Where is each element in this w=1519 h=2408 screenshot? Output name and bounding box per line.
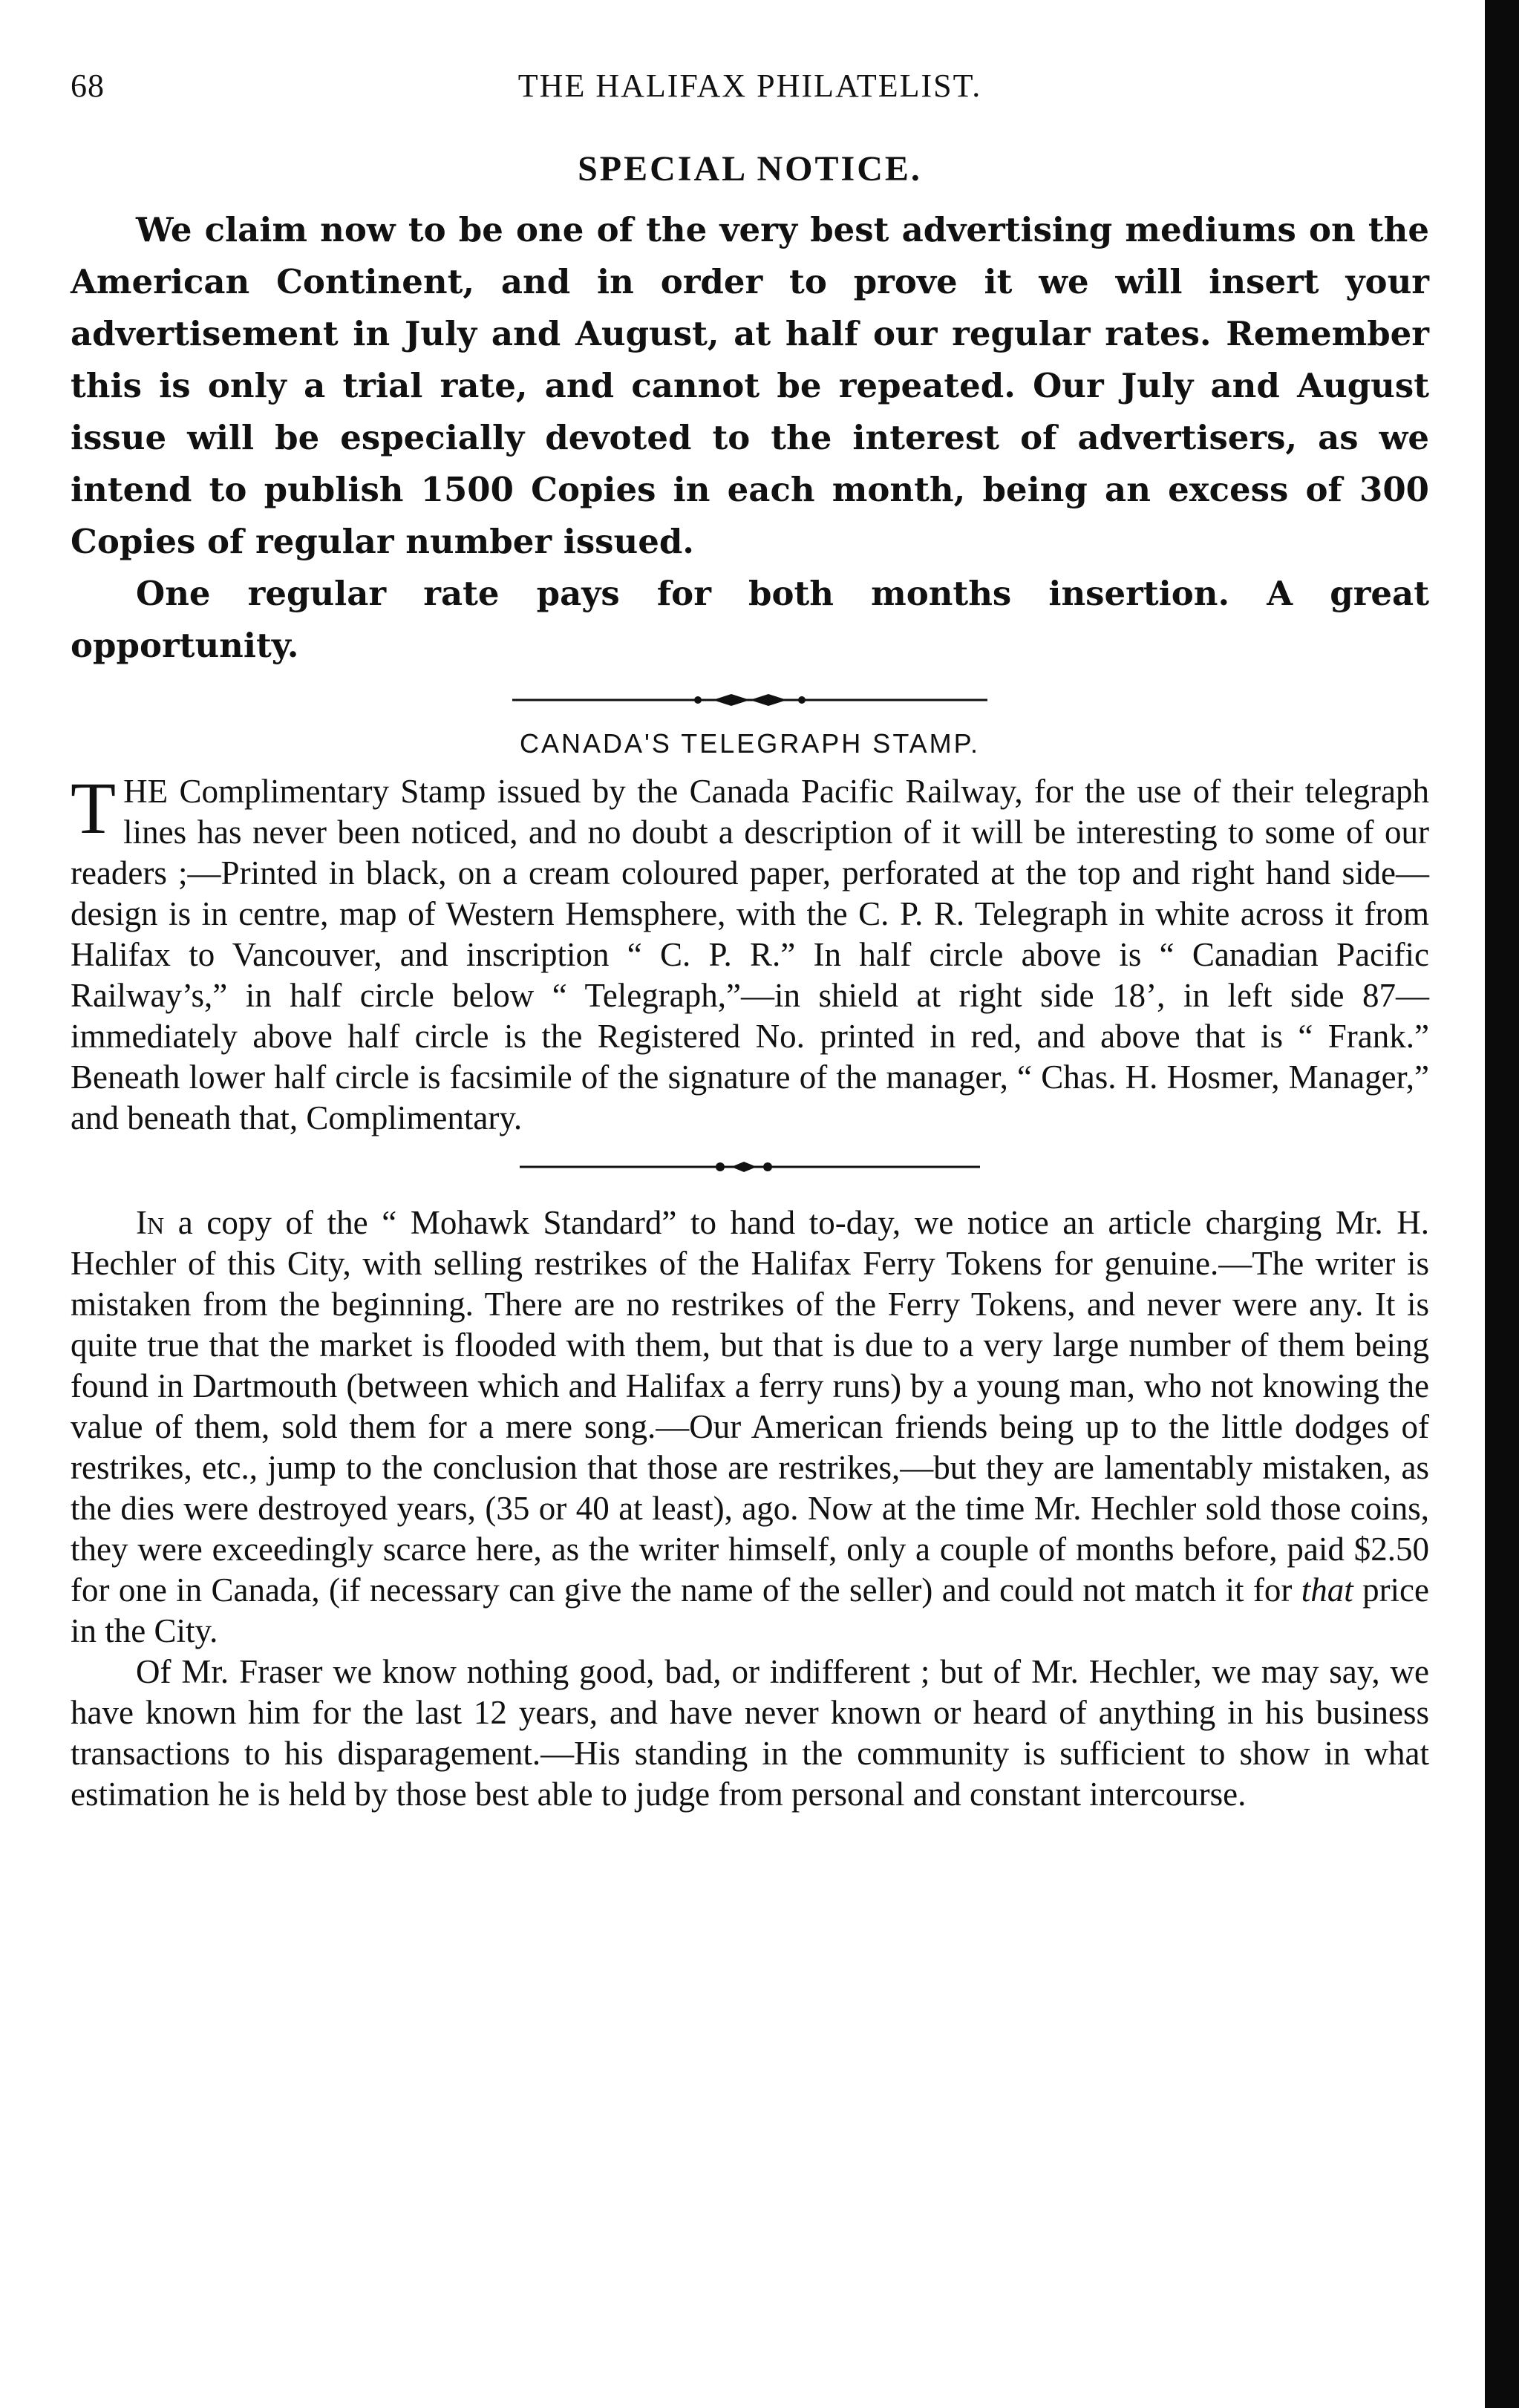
ferry-text-b: price in the City. bbox=[71, 1571, 1429, 1649]
page-edge-shadow bbox=[1485, 0, 1519, 2408]
page-number: 68 bbox=[71, 68, 105, 104]
ornamental-divider bbox=[71, 685, 1429, 715]
ornamental-divider-2 bbox=[71, 1152, 1429, 1182]
ferry-tokens-paragraph bbox=[71, 1203, 1429, 1652]
telegraph-article-text: HE Complimentary Stamp issued by the Canada Pacific Railway, for the use of their telegraph lines has never been noticed, and no doubt a description of it will be interesting to some of our readers ;—Printed in black, on a cream coloured paper, perforated at the top and right hand side—design is in centre, map of Western Hemsphere, with the C. P. R. Telegraph in white across it from Halifax to Vancouver, and inscription “ C. P. R.” In half circle above is “ Canadian Pacific Railway’s,” in half circle below “ Telegraph,”—in shield at right side 18’, in left side 87—immediately above half circle is the Registered No. printed in red, and above that is “ Frank.” Beneath lower half circle is facsimile of the signature of the manager, “ Chas. H. Hosmer, Manager,” and beneath that, Complimentary. bbox=[71, 773, 1429, 1136]
drop-cap: T bbox=[71, 767, 117, 849]
special-notice-paragraph-2: One regular rate pays for both months insertion. A great opportunity. bbox=[71, 574, 1429, 665]
ornament-rule-icon bbox=[512, 685, 987, 715]
hechler-paragraph: Of Mr. Fraser we know nothing good, bad, or indifferent ; but of Mr. Hechler, we may say, we have known him for the last 12 years, and have never known or heard of anything in his business transactions to his disparagement.—His standing in the community is sufficient to show in what estimation he is held by those best able to judge from personal and constant intercourse. bbox=[71, 1653, 1429, 1813]
journal-title: THE HALIFAX PHILATELIST. bbox=[517, 68, 982, 104]
ferry-text-a: a copy of the “ Mohawk Standard” to hand to-day, we notice an article charging Mr. H. Hechler of this City, with selling restrikes of the Halifax Ferry Tokens for genuine.—The writer is mistaken from the beginning. There are no restrikes of the Ferry Tokens, and never were any. It is quite true that the market is flooded with them, but that is due to a very large number of them being found in Dartmouth (between which and Halifax a ferry runs) by a young man, who not knowing the value of them, sold them for a mere song.—Our American friends being up to the little dodges of restrikes, etc., jump to the conclusion that those are restrikes,—but they are lamentably mistaken, as the dies were destroyed years, (35 or 40 at least), ago. Now at the time Mr. Hechler sold those coins, they were exceedingly scarce here, as the writer himself, only a couple of months before, paid $2.50 for one in Canada, (if necessary can give the name of the seller) and could not match it for bbox=[71, 1204, 1429, 1609]
special-notice-paragraph: We claim now to be one of the very best advertising mediums on the American Continent, and in order to prove it we will insert your advertisement in July and August, at half our regular rates. Remember this is only a trial rate, and cannot be repeated. Our July and August issue will be especially devoted to the interest of advertisers, as we intend to publish 1500 Copies in each month, being an excess of 300 Copies of regular number issued. bbox=[71, 210, 1429, 561]
page-body bbox=[71, 67, 1429, 1815]
telegraph-article-title: CANADA'S TELEGRAPH STAMP. bbox=[519, 728, 981, 759]
ornament-rule-icon bbox=[520, 1152, 980, 1182]
special-notice-title: SPECIAL NOTICE. bbox=[578, 149, 922, 189]
ferry-text-italic: that bbox=[1301, 1571, 1353, 1609]
telegraph-article-body bbox=[71, 767, 1429, 1139]
lead-in: In bbox=[136, 1204, 165, 1241]
running-head bbox=[71, 67, 1429, 111]
